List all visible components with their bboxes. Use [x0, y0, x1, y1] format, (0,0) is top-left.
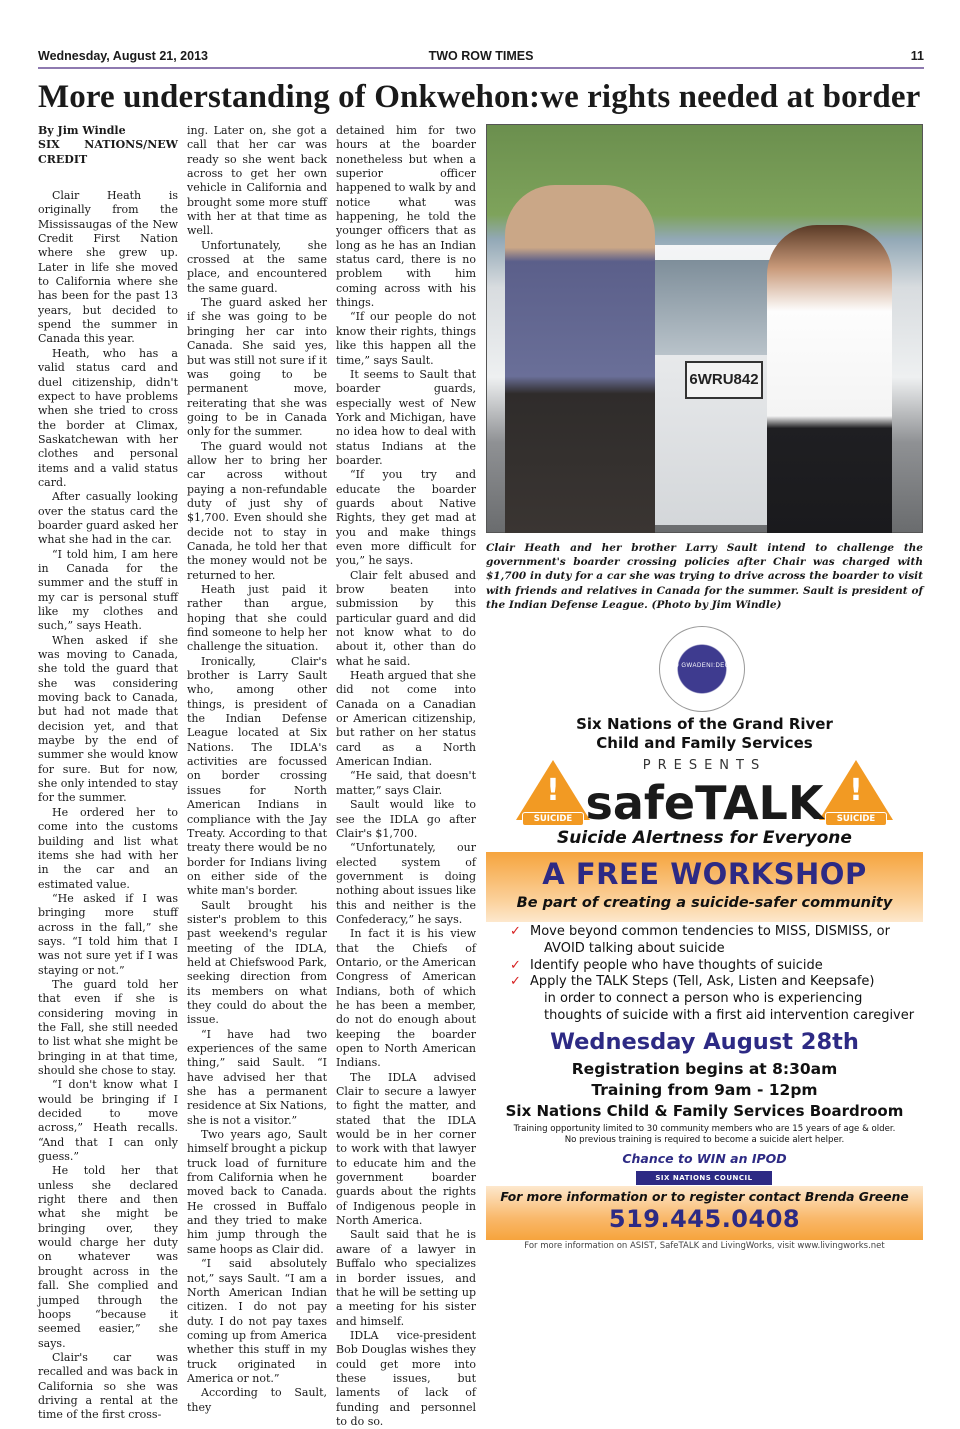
article-paragraph: Heath argued that she did not come into Canada on a Canadian or American citizenship, but rather on her status card as a North American Indian.	[336, 669, 476, 769]
column-2-text	[187, 124, 327, 1415]
article-paragraph: When asked if she was moving to Canada, she told the guard that she was considering moving back to Canada, but had not made that decision yet, and that maybe by the end of summer she would know for sure. But for now, she only intended to stay for the summer.	[38, 633, 178, 805]
ad-ipod: Chance to WIN an IPOD	[622, 1151, 787, 1166]
ad-title: safeTALK	[585, 776, 824, 830]
bullet-3-cont-2: thoughts of suicide with a first aid intervention caregiver	[544, 1007, 915, 1023]
bullet-3-cont-1: in order to connect a person who is experiencing	[544, 991, 863, 1007]
page-number: 11	[910, 49, 924, 63]
org-logo	[659, 626, 745, 712]
byline	[38, 124, 178, 167]
ad-date: Wednesday August 28th	[550, 1029, 859, 1055]
article-paragraph: “I told him, I am here in Canada for the summer and the stuff in my car is personal stuff like my clothes and such,” says Heath.	[38, 547, 178, 633]
ad-free-workshop: A FREE WORKSHOP	[542, 857, 867, 891]
article-paragraph: Two years ago, Sault himself brought a pickup truck load of furniture from California when he moved back to Canada. He crossed in Buffalo and they tried to make him jump through the same hoops as Clair did.	[187, 1128, 327, 1256]
article-photo	[486, 124, 923, 533]
article-paragraph: Sault would like to see the IDLA go after Clair's $1,700.	[336, 798, 476, 840]
byline-author: By Jim Windle	[38, 124, 126, 137]
check-icon: ✓	[510, 974, 521, 990]
column-3-text	[336, 124, 476, 1429]
column-1-text	[38, 189, 178, 1423]
photo-man	[505, 185, 655, 533]
safetalk-advertisement	[486, 620, 923, 1252]
byline-location: SIX NATIONS/NEW CREDIT	[38, 138, 178, 166]
article-paragraph: ing. Later on, she got a call that her car was ready so she went back across to get her own vehicle in California and brought some more stuff with her at that time as well.	[187, 124, 327, 238]
issue-date: Wednesday, August 21, 2013	[38, 49, 208, 63]
ad-org-line-1: Six Nations of the Grand River	[576, 715, 833, 733]
article-paragraph: Clair felt abused and brow beaten into submission by this particular guard and did not know what to do about it, other than do what he said.	[336, 568, 476, 668]
ad-footer: For more information on ASIST, SafeTALK and LivingWorks, visit www.livingworks.net	[524, 1241, 885, 1251]
article-paragraph: “He said, that doesn't matter,” says Clair.	[336, 769, 476, 797]
ad-phone: 519.445.0408	[608, 1205, 801, 1233]
article-paragraph: Heath, who has a valid status card and duel citizenship, didn't expect to have problems when she tried to cross the border at Climax, Saskatchewan with her clothes and personal items and a valid status card.	[38, 346, 178, 489]
bullet-1-cont: AVOID talking about suicide	[544, 940, 725, 956]
check-icon: ✓	[510, 957, 521, 973]
article-paragraph: Clair's car was recalled and was back in California so she was driving a rental at the time of the first cross-	[38, 1350, 178, 1422]
bullet-2: ✓ Identify people who have thoughts of suicide	[510, 957, 823, 973]
warning-icon-left: ! SUICIDE	[516, 760, 590, 830]
article-paragraph: Heath just paid it rather than argue, hoping that she could find someone to help her challenge the situation.	[187, 583, 327, 654]
article-paragraph: Clair Heath is originally from the Mississaugas of the New Credit First Nation where she grew up. Later in life she moved to California where she has been for the past 13 years, but decided to spend the summer in Canada this year.	[38, 189, 178, 346]
ad-tagline: Suicide Alertness for Everyone	[557, 828, 852, 848]
article-paragraph: He ordered her to come into the customs building and list what items she had with her in the car and an estimated value.	[38, 805, 178, 891]
article-paragraph: “If you try and educate the boarder guards about Native Rights, they get mad at you and make things even more difficult for you,” he says.	[336, 468, 476, 568]
paper-name: TWO ROW TIMES	[428, 49, 534, 63]
article-paragraph: “Unfortunately, our elected system of government is doing nothing about issues like this and neither is the Confederacy,” he says.	[336, 841, 476, 926]
bullet-1: ✓ Move beyond common tendencies to MISS, DISMISS, or	[510, 924, 890, 939]
article-column-2	[187, 124, 327, 1415]
header-rule	[38, 67, 924, 69]
article-paragraph: The guard told her that even if she is considering moving in the Fall, she still needed to list what she might be bringing in at that time, should she chose to stay.	[38, 977, 178, 1077]
ad-org-line-2: Child and Family Services	[596, 734, 813, 752]
ad-bullets	[510, 924, 920, 1025]
ad-registration: Registration begins at 8:30am	[571, 1060, 838, 1078]
article-paragraph: “I don't know what I would be bringing if I decided to move across,” Heath recalls. “And that I can only guess.”	[38, 1078, 178, 1164]
article-paragraph: In fact it is his view that the Chiefs of Ontario, or the American Congress of American Indians, both of which he has been a member, do not do enough about keeping the boarder open to North American Indians.	[336, 927, 476, 1070]
council-banner: SIX NATIONS COUNCIL	[636, 1171, 772, 1185]
article-paragraph: The guard would not allow her to bring her car across without paying a non-refundable duty of just shy of $1,700. Even should she decide not to stay in Canada, he told her that the money would not be returned to her.	[187, 439, 327, 582]
ad-organization	[486, 715, 923, 753]
ad-presents: PRESENTS	[642, 758, 767, 773]
article-paragraph: After casually looking over the status card the boarder guard asked her what she had in the car.	[38, 490, 178, 547]
article-paragraph: IDLA vice-president Bob Douglas wishes they could get more into these issues, but laments of lack of funding and personnel to do so.	[336, 1328, 476, 1428]
article-paragraph: The guard asked her if she was going to be bringing her car into Canada. She said yes, but was still not sure if it was going to be permanent move, reiterating that she was going to be in Canada only for the summer.	[187, 296, 327, 439]
article-paragraph: It seems to Sault that boarder guards, especially west of New York and Michigan, have no idea how to deal with status Indians at the boarder.	[336, 367, 476, 467]
article-paragraph: He told her that unless she declared right there and then what she might be bringing over, they would charge her duty on whatever was brought across in the fall. She complied and jumped through the hoops “because it seemed easier,” she says.	[38, 1164, 178, 1350]
bullet-3: ✓ Apply the TALK Steps (Tell, Ask, Listen and Keepsafe)	[510, 974, 875, 990]
warning-label-left: SUICIDE	[522, 812, 584, 826]
ad-note-1: Training opportunity limited to 30 community members who are 15 years of age & older.	[513, 1124, 896, 1134]
article-paragraph: detained him for two hours at the boarder nonetheless but when a superior officer happened to walk by and notice what was happening, he told the younger officers that as long as he has an Indian status card, there is no problem with him coming across with his things.	[336, 124, 476, 310]
photo-license-plate: 6WRU842	[685, 361, 763, 399]
photo-caption: Clair Heath and her brother Larry Sault intend to challenge the government's boarder crossing policies after Chair was charged with $1,700 in duty for a car she was trying to drive across the boarder to visit with friends and relatives in Canada for the summer. Sault is president of the Indian Defense League. (Photo by Jim Windle)	[486, 542, 923, 611]
article-paragraph: Sault said that he is aware of a lawyer in Buffalo who specializes in border issues, and that he will be setting up a meeting for his sister and himself.	[336, 1228, 476, 1328]
article-paragraph: According to Sault, they	[187, 1386, 327, 1414]
article-paragraph: The IDLA advised Clair to secure a lawyer to fight the matter, and stated that the IDLA would be in her corner to work with that lawyer to educate him and the government boarder guards about the rights of Indigenous people in North America.	[336, 1070, 476, 1228]
warning-label-right: SUICIDE	[825, 812, 887, 826]
headline: More understanding of Onkwehon:we rights needed at border	[38, 79, 921, 115]
photo-woman	[767, 225, 892, 533]
ad-contact: For more information or to register contact Brenda Greene	[500, 1190, 909, 1204]
article-paragraph: Unfortunately, she crossed at the same place, and encountered the same guard.	[187, 238, 327, 295]
article-paragraph: “I said absolutely not,” says Sault. “I am a North American Indian citizen. I do not pay duty. I do not pay taxes coming up from America whether this stuff in my truck originated in America or not.”	[187, 1257, 327, 1385]
warning-icon-right: ! SUICIDE	[819, 760, 893, 830]
ad-be-part: Be part of creating a suicide-safer community	[516, 895, 893, 911]
ad-note-2: No previous training is required to become a suicide alert helper.	[564, 1135, 845, 1145]
article-paragraph: “If our people do not know their rights, things like this happen all the time,” says Sault.	[336, 310, 476, 367]
logo-text: O GWADENI:DEO	[674, 663, 730, 669]
ad-training: Training from 9am - 12pm	[591, 1081, 818, 1099]
article-column-1	[38, 124, 178, 1423]
article-paragraph: “He asked if I was bringing more stuff across in the fall,” she says. “I told him that I was not sure yet if I was staying or not.”	[38, 891, 178, 977]
article-paragraph: Ironically, Clair's brother is Larry Sault who, among other things, is president of the Indian Defense League located at Six Nations. The IDLA's activities are focussed on border crossing issues for North American Indians in compliance with the Jay Treaty. According to that treaty there would be no border for Indians living on either side of the white man's border.	[187, 654, 327, 898]
ad-venue: Six Nations Child & Family Services Boardroom	[505, 1102, 904, 1120]
article-paragraph: Sault brought his sister's problem to this past weekend's regular meeting of the IDLA, held at Chiefswood Park, seeking direction from its members on what they could do about the issue.	[187, 898, 327, 1027]
article-column-3	[336, 124, 476, 1429]
check-icon: ✓	[510, 924, 521, 939]
article-paragraph: “I have had two experiences of the same thing,” said Sault. “I have advised her that she has a permanent residence at Six Nations, she is not a visitor.”	[187, 1027, 327, 1127]
masthead	[38, 47, 924, 65]
